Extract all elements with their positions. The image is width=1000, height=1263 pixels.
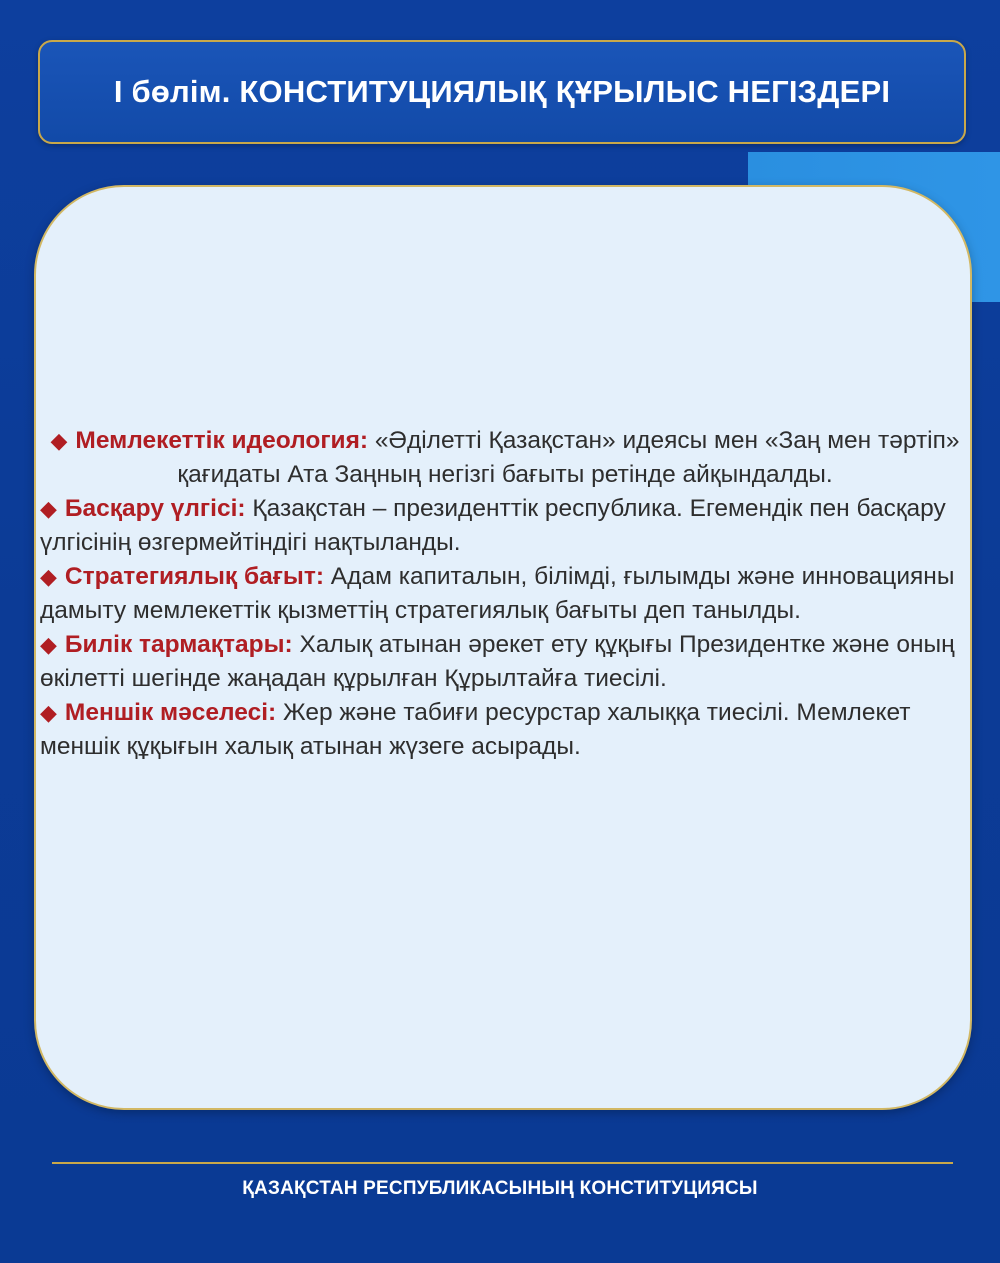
diamond-icon: ◆ xyxy=(50,428,68,453)
diamond-icon: ◆ xyxy=(40,632,57,657)
item-branches-of-power xyxy=(40,628,970,696)
item-term: Билік тармақтары: xyxy=(64,631,293,658)
section-header xyxy=(38,40,966,144)
item-governance-model xyxy=(40,492,970,560)
diamond-icon: ◆ xyxy=(40,496,57,521)
footer-divider xyxy=(52,1162,953,1164)
item-text: Жер және табиғи ресурстар халыққа тиесілі. Мемлекет меншік құқығын халық атынан жүзеге асырады. xyxy=(40,699,911,760)
footer-caption: ҚАЗАҚСТАН РЕСПУБЛИКАСЫНЫҢ КОНСТИТУЦИЯСЫ xyxy=(242,1178,758,1199)
diamond-icon: ◆ xyxy=(40,564,57,589)
item-text: Адам капиталын, білімді, ғылымды және инновацияны дамыту мемлекеттік қызметтің стратегиялық бағыты деп танылды. xyxy=(40,563,955,624)
item-text: «Әділетті Қазақстан» идеясы мен «Заң мен тәртіп» қағидаты Ата Заңның негізгі бағыты ретінде айқындалды. xyxy=(177,427,960,488)
item-term: Мемлекеттік идеология: xyxy=(75,427,369,454)
section-title: І бөлім. КОНСТИТУЦИЯЛЫҚ ҚҰРЫЛЫС НЕГІЗДЕРІ xyxy=(113,74,891,109)
diamond-icon: ◆ xyxy=(40,700,57,725)
item-property-issue xyxy=(40,696,970,764)
item-strategic-direction xyxy=(40,560,970,628)
item-term: Басқару үлгісі: xyxy=(64,495,246,522)
item-term: Меншік мәселесі: xyxy=(64,699,277,726)
item-term: Стратегиялық бағыт: xyxy=(64,563,324,590)
item-state-ideology xyxy=(40,424,970,492)
item-text: Халық атынан әрекет ету құқығы Президентке және оның өкілетті шегінде жаңадан құрылған Құрылтайға тиесілі. xyxy=(40,631,955,692)
item-text: Қазақстан – президенттік республика. Егемендік пен басқару үлгісінің өзгермейтіндігі нақтыланды. xyxy=(40,495,946,556)
content-text xyxy=(40,424,970,764)
